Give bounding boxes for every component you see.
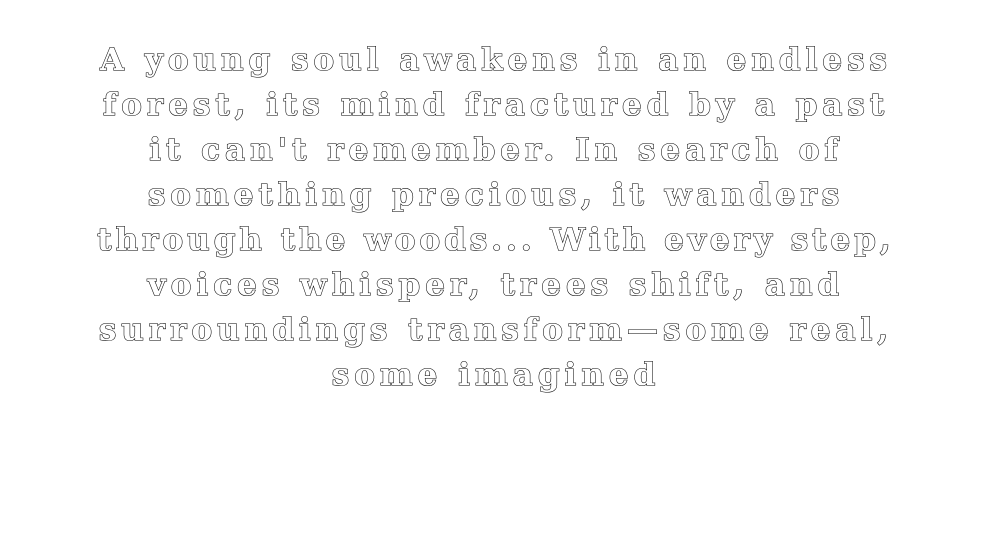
story-line: it can't remember. In search of [149, 132, 843, 168]
story-line: something precious, it wanders [147, 177, 845, 213]
story-line: forest, its mind fractured by a past [102, 87, 890, 123]
story-text [96, 38, 896, 398]
story-line: some imagined [331, 357, 661, 393]
story-line: through the woods... With every step, [97, 222, 895, 258]
story-line: voices whisper, trees shift, and [147, 267, 845, 303]
story-line: A young soul awakens in an endless [99, 42, 893, 78]
story-line: surroundings transform—some real, [98, 312, 894, 348]
